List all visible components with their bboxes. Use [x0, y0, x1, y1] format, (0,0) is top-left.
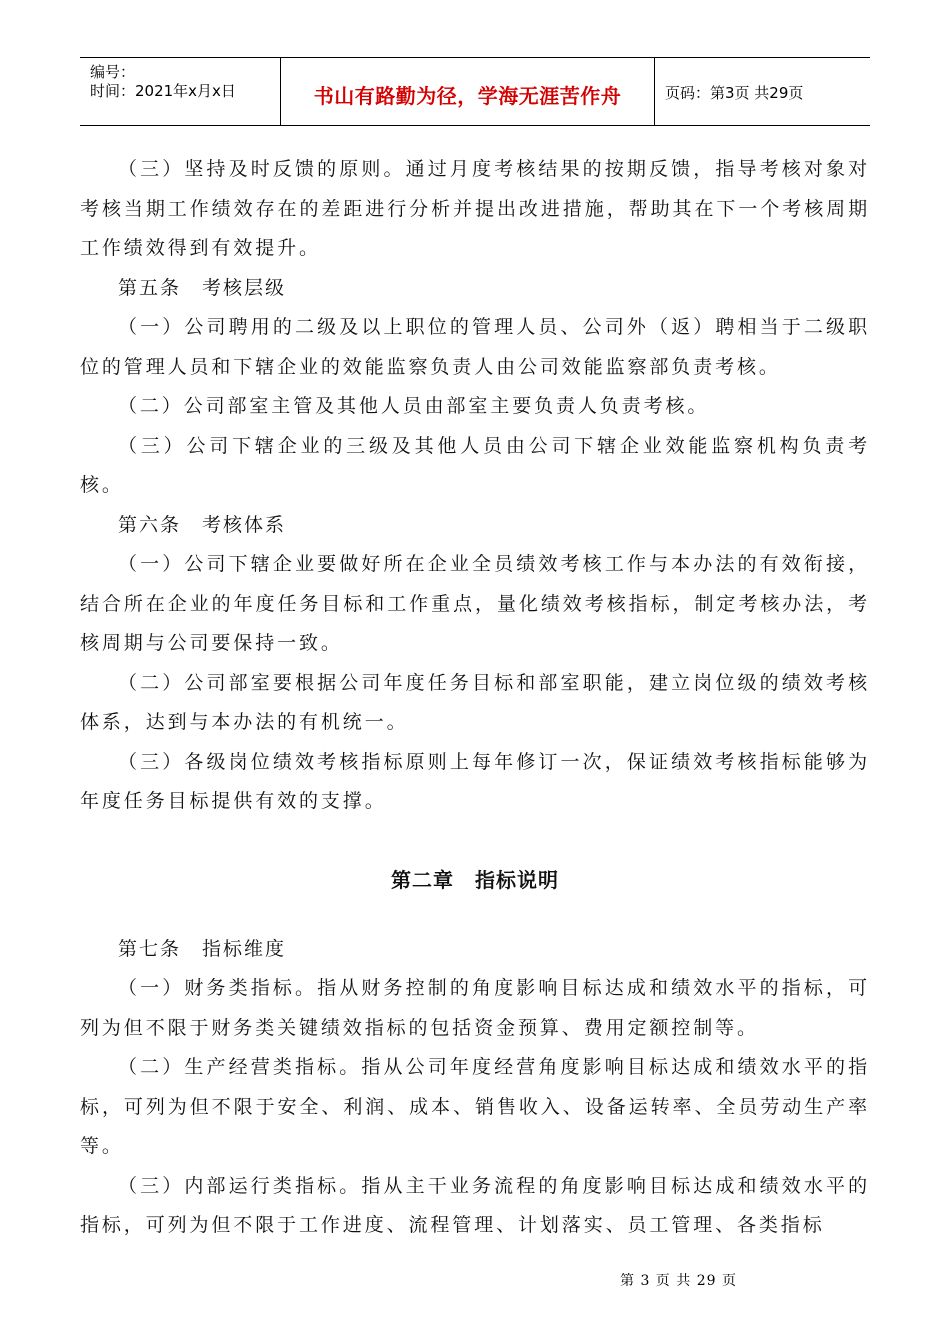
paragraph: （二）公司部室要根据公司年度任务目标和部室职能，建立岗位级的绩效考核体系，达到与本办法的有机统一。	[80, 671, 870, 733]
header-meta-cell	[80, 58, 281, 125]
chapter-heading: 第二章 指标说明	[391, 867, 559, 892]
paragraph: （二）生产经营类指标。指从公司年度经营角度影响目标达成和绩效水平的指标，可列为但不限于安全、利润、成本、销售收入、设备运转率、全员劳动生产率等。	[80, 1056, 870, 1157]
article-heading-6: 第六条 考核体系	[118, 513, 287, 536]
paragraph: （二）公司部室主管及其他人员由部室主要负责人负责考核。	[118, 395, 710, 417]
page-header-table	[80, 57, 870, 126]
document-body	[80, 150, 870, 1246]
article-heading-7: 第七条 指标维度	[118, 937, 287, 960]
time-label: 时间：2021年x月x日	[90, 82, 236, 100]
article-heading-5: 第五条 考核层级	[118, 276, 287, 299]
serial-number-label: 编号：	[90, 63, 136, 81]
paragraph: （一）公司下辖企业要做好所在企业全员绩效考核工作与本办法的有效衔接，结合所在企业的年度任务目标和工作重点，量化绩效考核指标，制定考核办法，考核周期与公司要保持一致。	[80, 553, 870, 654]
paragraph: （三）公司下辖企业的三级及其他人员由公司下辖企业效能监察机构负责考核。	[80, 434, 870, 496]
paragraph: （三）坚持及时反馈的原则。通过月度考核结果的按期反馈，指导考核对象对考核当期工作绩效存在的差距进行分析并提出改进措施，帮助其在下一个考核周期工作绩效得到有效提升。	[80, 158, 870, 259]
header-page-cell	[655, 58, 870, 125]
paragraph: （三）各级岗位绩效考核指标原则上每年修订一次，保证绩效考核指标能够为年度任务目标提供有效的支撑。	[80, 750, 870, 812]
header-page-info: 页码：第3页 共29页	[665, 84, 804, 102]
paragraph: （三）内部运行类指标。指从主干业务流程的角度影响目标达成和绩效水平的指标，可列为但不限于工作进度、流程管理、计划落实、员工管理、各类指标	[80, 1174, 870, 1236]
page-footer: 第 3 页 共 29 页	[620, 1273, 737, 1289]
paragraph: （一）公司聘用的二级及以上职位的管理人员、公司外（返）聘相当于二级职位的管理人员和下辖企业的效能监察负责人由公司效能监察部负责考核。	[80, 316, 870, 378]
paragraph: （一）财务类指标。指从财务控制的角度影响目标达成和绩效水平的指标，可列为但不限于财务类关键绩效指标的包括资金预算、费用定额控制等。	[80, 977, 870, 1039]
header-slogan-cell	[281, 58, 655, 125]
header-slogan: 书山有路勤为径，学海无涯苦作舟	[313, 84, 622, 108]
